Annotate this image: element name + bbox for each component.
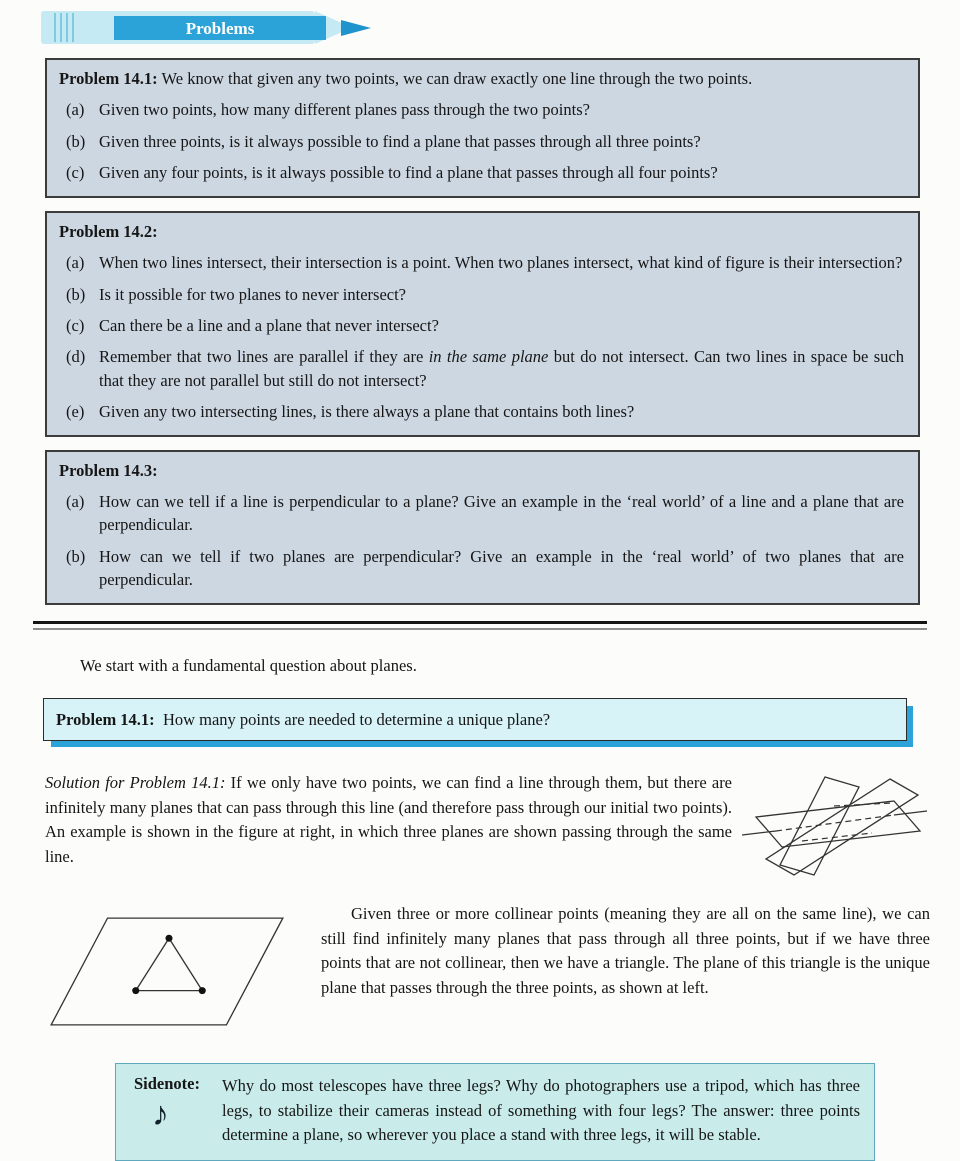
item-marker: (a) <box>66 253 85 273</box>
item-text: Given any two intersecting lines, is there always a plane that contains both lines? <box>99 402 635 422</box>
solution-section <box>45 771 930 888</box>
collinear-paragraph: Given three or more collinear points (meaning they are all on the same line), we can still find infinitely many planes that pass through all three points, but if we have three points that are not collinear, then we have a triangle. The plane of this triangle is the unique plane that passes through the three points, as shown at left. <box>321 903 930 998</box>
item-text-segment: Remember that two lines are parallel if they are <box>99 347 429 367</box>
item-marker: (b) <box>66 546 86 566</box>
problem-box-14-2 <box>45 211 920 437</box>
problem-box-intro <box>59 67 906 90</box>
problems-banner <box>38 8 373 48</box>
problem-bar-question: How many points are needed to determine a unique plane? <box>162 709 551 729</box>
pencil-icon <box>38 8 373 48</box>
item-marker: (a) <box>66 100 85 120</box>
item-marker: (c) <box>66 315 85 335</box>
divider-thick-rule <box>33 621 927 624</box>
item-text-italic: in the same plane <box>428 347 549 367</box>
problem-item <box>59 130 906 153</box>
item-text-segment: but do not intersect. Can two lines in space be such that they are not parallel but still do not intersect? <box>99 347 905 390</box>
section-divider <box>33 621 927 630</box>
item-marker: (d) <box>66 347 86 367</box>
problem-box-intro <box>59 220 906 243</box>
item-text: Given three points, is it always possible to find a plane that passes through all three points? <box>99 131 701 151</box>
problem-box-14-3 <box>45 450 920 605</box>
item-text: Can there be a line and a plane that never intersect? <box>99 315 439 335</box>
parallelogram-triangle-diagram-icon <box>33 908 305 1034</box>
problem-item <box>59 98 906 121</box>
item-marker: (c) <box>66 163 85 183</box>
sidenote-box <box>115 1063 875 1161</box>
plane-triangle-figure <box>33 902 305 1039</box>
problem-box-label: Problem 14.2: <box>59 221 158 241</box>
problem-item <box>59 283 906 306</box>
divider-thin-rule <box>33 628 927 630</box>
problem-item <box>59 545 906 592</box>
problem-box-14-1 <box>45 58 920 198</box>
problem-box-label: Problem 14.1: <box>59 69 158 88</box>
problem-item <box>59 314 906 337</box>
sidenote-text: Why do most telescopes have three legs? Why do photographers use a tripod, which has three legs, to stabilize their cameras instead of something with four legs? The answer: three points determine a plane, so wherever you place a stand with three legs, it will be stable. <box>222 1075 860 1145</box>
problem-bar-label: Problem 14.1: <box>56 709 155 729</box>
svg-text:Problems: Problems <box>185 19 255 38</box>
item-marker: (e) <box>66 402 85 422</box>
item-text: Given two points, how many different planes pass through the two points? <box>99 100 590 120</box>
three-planes-diagram-icon <box>742 773 927 883</box>
problem-item <box>59 400 906 423</box>
problem-statement-bar <box>43 698 907 741</box>
item-marker: (b) <box>66 284 86 304</box>
problem-item <box>59 490 906 537</box>
item-text: How can we tell if two planes are perpendicular? Give an example in the ‘real world’ of two planes that are perpendicular. <box>99 546 904 590</box>
problem-box-label: Problem 14.3: <box>59 460 158 480</box>
item-marker: (b) <box>66 131 86 151</box>
item-text <box>99 345 906 392</box>
sidenote-label: Sidenote: <box>134 1073 200 1093</box>
three-planes-figure <box>742 771 930 888</box>
solution-lead: Solution for Problem 14.1: <box>45 772 226 792</box>
collinear-section <box>33 902 930 1039</box>
music-note-icon: ♪ <box>152 1095 169 1133</box>
item-marker: (a) <box>66 492 85 512</box>
problem-item <box>59 161 906 184</box>
item-text: How can we tell if a line is perpendicular to a plane? Give an example in the ‘real world’ of a line and a plane that are perpendicular. <box>99 492 904 535</box>
problem-item <box>59 251 906 274</box>
item-text: Given any four points, is it always possible to find a plane that passes through all four points? <box>99 163 718 183</box>
sidenote-label-column <box>126 1074 222 1148</box>
lead-paragraph: We start with a fundamental question about planes. <box>80 655 417 675</box>
solution-text: If we only have two points, we can find a line through them, but there are infinitely many planes that can pass through this line (and therefore pass through our initial two points). An example is shown in the figure at right, in which three planes are shown passing through the same line. <box>45 772 733 867</box>
solution-paragraph <box>45 771 732 888</box>
problem-box-intro <box>59 459 906 482</box>
item-text: When two lines intersect, their intersection is a point. When two planes intersect, what kind of figure is their intersection? <box>99 253 903 273</box>
problem-box-intro-text: We know that given any two points, we can draw exactly one line through the two points. <box>161 69 753 88</box>
item-text: Is it possible for two planes to never intersect? <box>99 284 406 304</box>
problem-item <box>59 345 906 392</box>
